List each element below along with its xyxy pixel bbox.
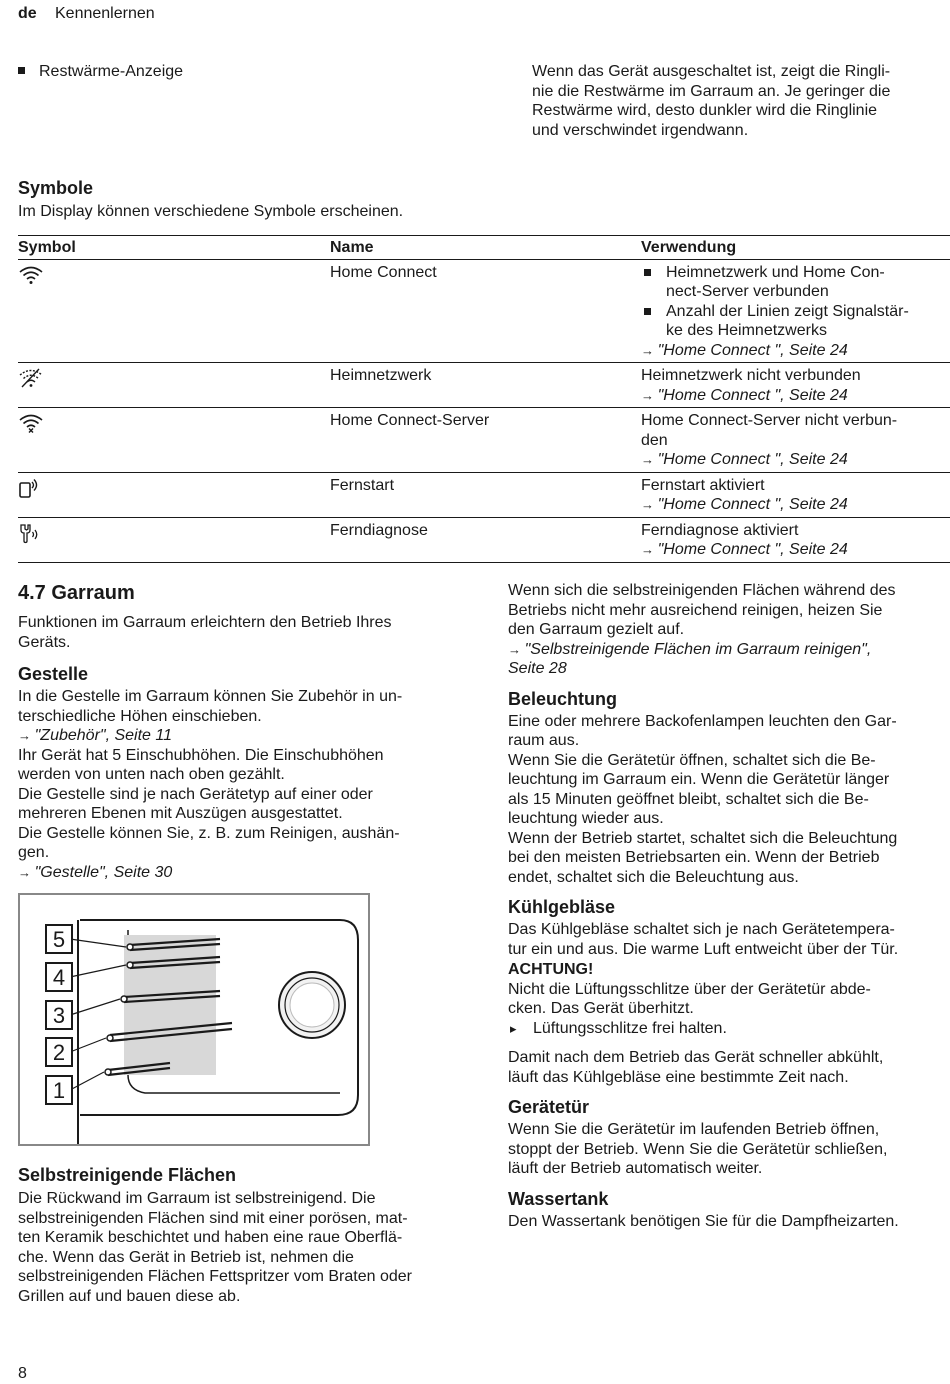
symbol-name: Fernstart (330, 472, 641, 517)
cross-reference: → "Home Connect ", Seite 24 (641, 341, 950, 361)
beleuchtung-paragraph: Wenn der Betrieb startet, schaltet sich die Beleuchtung bei den meisten Betriebsarten ein. Wenn der Betrieb endet, schaltet sich die Beleuchtung aus. (508, 829, 898, 886)
selbst-continuation: Wenn sich die selbstreinigenden Flächen während des Betriebs nicht mehr ausreichend reinigen, heizen Sie den Garraum gezielt auf. (508, 582, 896, 638)
oven-rack-illustration (20, 895, 368, 1144)
usage-bullet: Heimnetzwerk und Home Con- nect-Server verbunden (641, 263, 950, 302)
right-column (508, 581, 948, 1231)
selbst-heading: Selbstreinigende Flächen (18, 1165, 237, 1185)
table-row (18, 517, 950, 562)
beleuchtung-paragraph: Eine oder mehrere Backofenlampen leuchten den Gar- raum aus. (508, 712, 897, 749)
level-label: 2 (52, 1040, 66, 1065)
symbol-usage (641, 363, 950, 408)
residual-heat-label-text: Restwärme-Anzeige (39, 63, 184, 80)
usage-text: Fernstart aktiviert (641, 476, 765, 494)
usage-bullet: Anzahl der Linien zeigt Signalstär- ke des Heimnetzwerks (641, 302, 950, 341)
gestelle-body (18, 687, 458, 882)
symbols-intro: Im Display können verschiedene Symbole erscheinen. (18, 203, 404, 220)
symbol-cell (18, 472, 330, 517)
tuer-heading: Gerätetür (508, 1097, 590, 1117)
section-heading-garraum: 4.7 Garraum (18, 582, 135, 604)
kuehl-paragraph: Damit nach dem Betrieb das Gerät schneller abkühlt, läuft das Kühlgebläse eine bestimmte Zeit nach. (508, 1049, 884, 1086)
table-header-row (18, 236, 950, 260)
remote-start-icon (18, 477, 44, 499)
gestelle-heading: Gestelle (18, 664, 89, 684)
symbol-cell (18, 517, 330, 562)
table-header-name: Name (330, 236, 641, 260)
chapter-title: Kennenlernen (55, 5, 155, 22)
gestelle-paragraph: Die Gestelle können Sie, z. B. zum Reinigen, aushän- gen. (18, 824, 400, 861)
residual-heat-label (18, 62, 183, 82)
symbol-name: Home Connect (330, 259, 641, 363)
gestelle-paragraph: Die Gestelle sind je nach Gerätetyp auf einer oder mehreren Ebenen mit Auszügen ausgestattet. (18, 785, 373, 822)
cross-reference: → "Home Connect ", Seite 24 (641, 450, 950, 470)
level-label: 3 (52, 1003, 66, 1028)
table-row (18, 472, 950, 517)
cross-reference: → "Home Connect ", Seite 24 (641, 386, 950, 406)
cross-reference: → "Zubehör", Seite 11 (18, 726, 458, 746)
symbol-usage (641, 259, 950, 363)
bullet-icon (18, 63, 39, 80)
symbol-name: Home Connect-Server (330, 408, 641, 473)
warning-label: ACHTUNG! (508, 961, 594, 978)
instruction-step: ▸ Lüftungsschlitze frei halten. (508, 1019, 948, 1039)
symbol-cell (18, 363, 330, 408)
beleuchtung-paragraph: Wenn Sie die Gerätetür öffnen, schaltet sich die Be- leuchtung im Garraum ein. Wenn die Gerätetür länger als 15 Minuten geöffnet bleibt, schaltet sich die Be- leuchtung wieder aus. (508, 751, 890, 827)
table-row (18, 363, 950, 408)
cross-reference: → "Home Connect ", Seite 24 (641, 540, 950, 560)
symbols-heading: Symbole (18, 178, 94, 198)
tank-heading: Wassertank (508, 1188, 609, 1209)
symbol-usage (641, 472, 950, 517)
symbols-table (18, 235, 950, 563)
warning-text: Nicht die Lüftungsschlitze über der Gerätetür abde- cken. Das Gerät überhitzt. (508, 980, 871, 1017)
symbol-name: Heimnetzwerk (330, 363, 641, 408)
symbol-usage (641, 517, 950, 562)
cross-reference: → "Gestelle", Seite 30 (18, 863, 458, 883)
residual-heat-description: Wenn das Gerät ausgeschaltet ist, zeigt die Ringli- nie die Restwärme im Garraum an. Je geringer die Restwärme wird, desto dunkler wird die Ringlinie und verschwindet irgendwann. (532, 63, 891, 139)
symbol-cell (18, 259, 330, 363)
table-row (18, 408, 950, 473)
kuehl-heading: Kühlgebläse (508, 897, 616, 917)
tank-text: Den Wassertank benötigen Sie für die Dampfheizarten. (508, 1212, 899, 1230)
language-code: de (18, 5, 37, 22)
level-label: 1 (52, 1078, 66, 1103)
usage-text: Home Connect-Server nicht verbun- den (641, 412, 898, 449)
garraum-intro: Funktionen im Garraum erleichtern den Betrieb Ihres Geräts. (18, 614, 392, 651)
wifi-server-x-icon (18, 412, 44, 434)
wifi-icon (18, 264, 44, 286)
symbol-name: Ferndiagnose (330, 517, 641, 562)
symbol-usage (641, 408, 950, 473)
wifi-crossed-icon (18, 367, 44, 389)
beleuchtung-heading: Beleuchtung (508, 688, 618, 709)
selbst-text: Die Rückwand im Garraum ist selbstreinigend. Die selbstreinigenden Flächen sind mit einer porösen, mat- ten Keramik beschichtet und haben eine raue Oberflä- che. Wenn das Gerät in Betrieb ist, nehmen die selbstreinigenden Flächen Fettspritzer vom Braten oder Grillen auf und bauen diese ab. (18, 1190, 412, 1305)
cross-reference: → "Selbstreinigende Flächen im Garraum reinigen", Seite 28 (508, 640, 948, 679)
table-header-usage: Verwendung (641, 236, 950, 260)
level-label: 4 (52, 965, 66, 990)
shelf-levels-figure (18, 893, 370, 1146)
usage-text: Ferndiagnose aktiviert (641, 521, 799, 539)
page-number: 8 (18, 1365, 27, 1382)
gestelle-paragraph: In die Gestelle im Garraum können Sie Zubehör in un- terschiedliche Höhen einschieben. (18, 688, 403, 725)
table-row (18, 259, 950, 363)
cross-reference: → "Home Connect ", Seite 24 (641, 495, 950, 515)
usage-text: Heimnetzwerk nicht verbunden (641, 367, 861, 384)
tuer-text: Wenn Sie die Gerätetür im laufenden Betrieb öffnen, stoppt der Betrieb. Wenn Sie die Gerätetür schließen, läuft der Betrieb automatisch weiter. (508, 1121, 888, 1177)
table-header-symbol: Symbol (18, 236, 330, 260)
kuehl-paragraph: Das Kühlgebläse schaltet sich je nach Gerätetempera- tur ein und aus. Die warme Luft entweicht über der Tür. (508, 921, 899, 958)
remote-diagnosis-icon (18, 522, 44, 544)
symbol-cell (18, 408, 330, 473)
level-label: 5 (52, 927, 66, 952)
gestelle-paragraph: Ihr Gerät hat 5 Einschubhöhen. Die Einschubhöhen werden von unten nach oben gezählt. (18, 746, 384, 783)
